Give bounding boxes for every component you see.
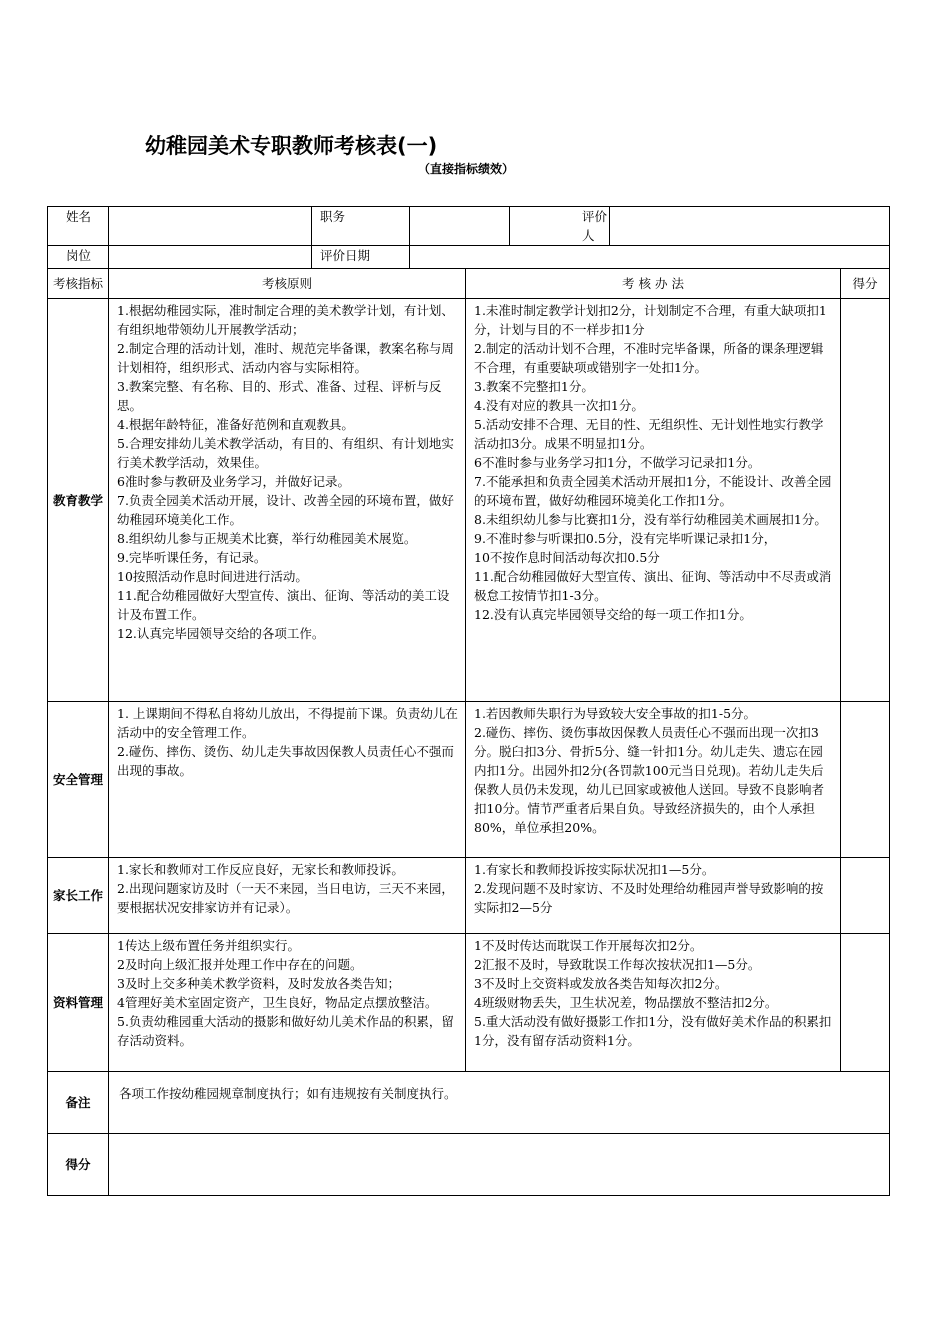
- document-subtitle: （直接指标绩效）: [418, 162, 515, 176]
- principle-header: 考核原则: [109, 269, 466, 299]
- principle-item: 1.根据幼稚园实际，准时制定合理的美术教学计划，有计划、有组织地带领幼儿开展教学活动；: [117, 303, 454, 337]
- category-label: 安全管理: [48, 702, 109, 858]
- method-item: 2.碰伤、摔伤、烫伤事故因保教人员责任心不强而出现一次扣3分。脱臼扣3分、骨折5分、缝一针扣1分。幼儿走失、遗忘在园内扣1分。出园外扣2分(各罚款100元当日兑现)。若幼儿走失后保教人员仍未发现，幼儿已回家或被他人送回。导致不良影响者扣10分。情节严重者后果自负。导致经济损失的，由个人承担80%，单位承担20%。: [474, 725, 825, 835]
- row-remark: [48, 1072, 890, 1134]
- row-parents: [48, 858, 890, 934]
- method-item: 12.没有认真完毕园领导交给的每一项工作扣1分。: [474, 607, 752, 622]
- principles-cell: [109, 858, 466, 934]
- method-item: 5.重大活动没有做好摄影工作扣1分，没有做好美术作品的积累扣1分，没有留存活动资料1分。: [474, 1014, 832, 1048]
- date-value[interactable]: [410, 246, 890, 269]
- method-item: 3不及时上交资料或发放各类告知每次扣2分。: [474, 976, 728, 991]
- row-safety: [48, 702, 890, 858]
- category-label: 资料管理: [48, 934, 109, 1072]
- principle-item: 9.完毕听课任务，有记录。: [117, 550, 267, 565]
- principle-item: 1.家长和教师对工作反应良好，无家长和教师投诉。: [117, 862, 404, 877]
- method-item: 3.教案不完整扣1分。: [474, 379, 594, 394]
- method-item: 4班级财物丢失，卫生状况差，物品摆放不整洁扣2分。: [474, 995, 778, 1010]
- post-value[interactable]: [109, 246, 312, 269]
- method-item: 9.不准时参与听课扣0.5分，没有完毕听课记录扣1分，: [474, 531, 777, 546]
- principles-cell: [109, 702, 466, 858]
- method-item: 1.有家长和教师投诉按实际状况扣1—5分。: [474, 862, 715, 877]
- principle-item: 10按照活动作息时间进进行活动。: [117, 569, 308, 584]
- principle-item: 5.合理安排幼儿美术教学活动，有目的、有组织、有计划地实行美术教学活动，效果佳。: [117, 436, 454, 470]
- methods-cell: [466, 858, 841, 934]
- position-value[interactable]: [410, 207, 510, 246]
- principles-cell: [109, 299, 466, 702]
- principle-item: 5.负责幼稚园重大活动的摄影和做好幼儿美术作品的积累，留存活动资料。: [117, 1014, 454, 1048]
- method-item: 10不按作息时间活动每次扣0.5分: [474, 550, 660, 565]
- principle-item: 3及时上交多种美术教学资料，及时发放各类告知；: [117, 976, 400, 991]
- remark-label: 备注: [48, 1072, 109, 1134]
- remark-text: 各项工作按幼稚园规章制度执行；如有违规按有关制度执行。: [109, 1072, 890, 1134]
- score-cell[interactable]: [841, 702, 890, 858]
- date-label: 评价日期: [312, 246, 410, 269]
- score-cell[interactable]: [841, 858, 890, 934]
- principles-cell: [109, 934, 466, 1072]
- method-item: 1.若因教师失职行为导致较大安全事故的扣1-5分。: [474, 706, 757, 721]
- method-item: 2.发现问题不及时家访、不及时处理给幼稚园声誉导致影响的按实际扣2—5分: [474, 881, 824, 915]
- method-item: 11.配合幼稚园做好大型宣传、演出、征询、等活动中不尽责或消极怠工按情节扣1-3分。: [474, 569, 832, 603]
- method-item: 8.未组织幼儿参与比赛扣1分，没有举行幼稚园美术画展扣1分。: [474, 512, 827, 527]
- score-cell[interactable]: [841, 299, 890, 702]
- category-label: 教育教学: [48, 299, 109, 702]
- principle-item: 2.出现问题家访及时（一天不来园，当日电访，三天不来园，要根据状况安排家访并有记录）。: [117, 881, 454, 915]
- methods-cell: [466, 299, 841, 702]
- position-label: 职务: [312, 207, 410, 246]
- principle-item: 12.认真完毕园领导交给的各项工作。: [117, 626, 325, 641]
- principle-item: 3.教案完整、有名称、目的、形式、准备、过程、评析与反思。: [117, 379, 442, 413]
- principle-item: 11.配合幼稚园做好大型宣传、演出、征询、等活动的美工设计及布置工作。: [117, 588, 450, 622]
- method-item: 6不准时参与业务学习扣1分，不做学习记录扣1分。: [474, 455, 761, 470]
- method-item: 5.活动安排不合理、无目的性、无组织性、无计划性地实行教学活动扣3分。成果不明显扣1分。: [474, 417, 824, 451]
- method-item: 2汇报不及时，导致耽误工作每次按状况扣1—5分。: [474, 957, 761, 972]
- column-header-row: [48, 269, 890, 299]
- document-title: 幼稚园美术专职教师考核表(一): [145, 134, 438, 158]
- total-score-value[interactable]: [109, 1134, 890, 1196]
- principle-item: 8.组织幼儿参与正规美术比赛，举行幼稚园美术展览。: [117, 531, 417, 546]
- indicator-header: 考核指标: [48, 269, 109, 299]
- methods-cell: [466, 934, 841, 1072]
- method-item: 2.制定的活动计划不合理，不准时完毕备课，所备的课条理逻辑不合理，有重要缺项或错别字一处扣1分。: [474, 341, 824, 375]
- post-label: 岗位: [48, 246, 109, 269]
- score-header: 得分: [841, 269, 890, 299]
- name-label: 姓名: [48, 207, 109, 246]
- method-item: 4.没有对应的教具一次扣1分。: [474, 398, 644, 413]
- principle-item: 2.制定合理的活动计划，准时、规范完毕备课，教案名称与周计划相符，组织形式、活动内容与实际相符。: [117, 341, 454, 375]
- method-header: 考 核 办 法: [466, 269, 841, 299]
- assessment-table: [47, 206, 890, 1196]
- method-item: 1不及时传达而耽误工作开展每次扣2分。: [474, 938, 703, 953]
- methods-cell: [466, 702, 841, 858]
- info-row-1: [48, 207, 890, 246]
- principle-item: 1传达上级布置任务并组织实行。: [117, 938, 300, 953]
- score-cell[interactable]: [841, 934, 890, 1072]
- method-item: 7.不能承担和负责全园美术活动开展扣1分，不能设计、改善全园的环境布置，做好幼稚园环境美化工作扣1分。: [474, 474, 832, 508]
- name-value[interactable]: [109, 207, 312, 246]
- info-row-2: [48, 246, 890, 269]
- row-teaching: [48, 299, 890, 702]
- total-score-label: 得分: [48, 1134, 109, 1196]
- principle-item: 4管理好美术室固定资产，卫生良好，物品定点摆放整洁。: [117, 995, 438, 1010]
- evaluator-label: 评价人: [510, 207, 610, 246]
- principle-item: 1. 上课期间不得私自将幼儿放出，不得提前下课。负责幼儿在活动中的安全管理工作。: [117, 706, 458, 740]
- evaluator-value[interactable]: [610, 207, 890, 246]
- method-item: 1.未准时制定教学计划扣2分，计划制定不合理，有重大缺项扣1分，计划与目的不一样步扣1分: [474, 303, 827, 337]
- principle-item: 2.碰伤、摔伤、烫伤、幼儿走失事故因保教人员责任心不强而出现的事故。: [117, 744, 454, 778]
- category-label: 家长工作: [48, 858, 109, 934]
- principle-item: 2及时向上级汇报并处理工作中存在的问题。: [117, 957, 363, 972]
- row-total-score: [48, 1134, 890, 1196]
- principle-item: 6准时参与教研及业务学习，并做好记录。: [117, 474, 350, 489]
- principle-item: 7.负责全园美术活动开展，设计、改善全园的环境布置，做好幼稚园环境美化工作。: [117, 493, 454, 527]
- principle-item: 4.根据年龄特征，准备好范例和直观教具。: [117, 417, 354, 432]
- row-materials: [48, 934, 890, 1072]
